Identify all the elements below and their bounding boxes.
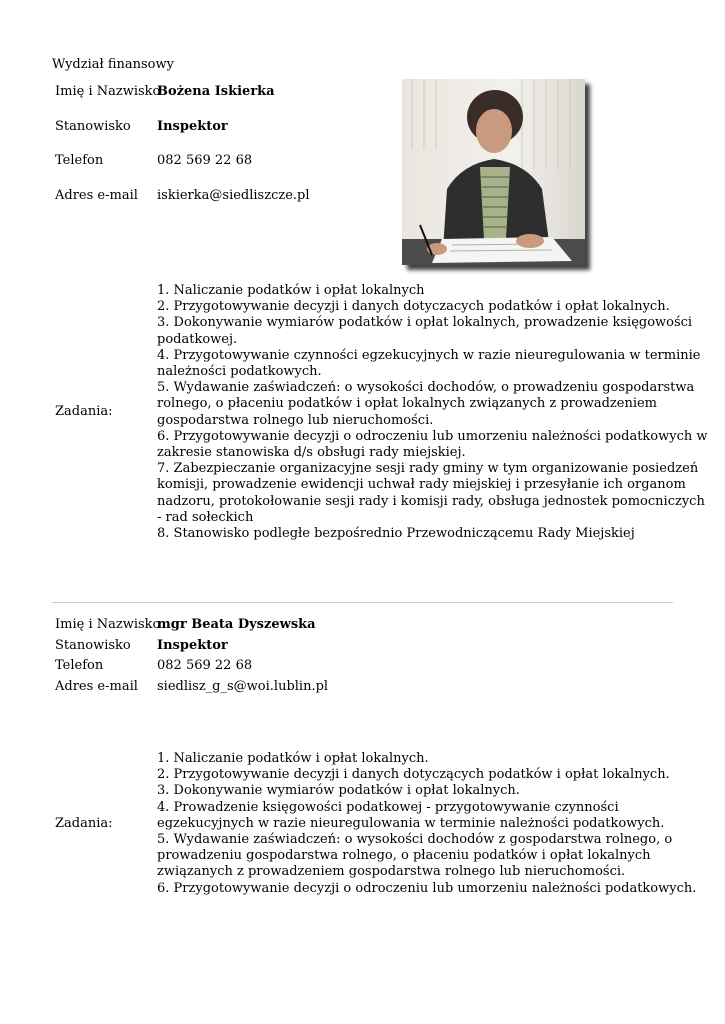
task-line: 3. Dokonywanie wymiarów podatków i opłat lokalnych. bbox=[157, 783, 520, 799]
tasks-label: Zadania: bbox=[55, 404, 113, 419]
task-line: komisji, prowadzenie ewidencji uchwał rady miejskiej i przesyłanie ich organom bbox=[157, 477, 686, 493]
task-line: 5. Wydawanie zaświadczeń: o wysokości dochodów z gospodarstwa rolnego, o bbox=[157, 832, 673, 848]
task-line: 5. Wydawanie zaświadczeń: o wysokości dochodów, o prowadzeniu gospodarstwa bbox=[157, 380, 695, 396]
task-line: 1. Naliczanie podatków i opłat lokalnych. bbox=[157, 751, 429, 766]
task-line: 2. Przygotowywanie decyzji i danych dotyczacych podatków i opłat lokalnych. bbox=[157, 299, 670, 315]
name-label: Imię i Nazwisko bbox=[55, 84, 161, 99]
section-divider bbox=[52, 602, 673, 603]
person2-phone: 082 569 22 68 bbox=[157, 658, 253, 673]
task-line: prowadzeniu gospodarstwa rolnego, o płaceniu podatków i opłat lokalnych bbox=[157, 848, 651, 864]
email-label: Adres e-mail bbox=[55, 188, 138, 203]
email-label: Adres e-mail bbox=[55, 679, 138, 694]
task-line: 6. Przygotowywanie decyzji o odroczeniu lub umorzeniu należności podatkowych w bbox=[157, 428, 708, 444]
task-line: 7. Zabezpieczanie organizacyjne sesji rady gminy w tym organizowanie posiedzeń bbox=[157, 461, 699, 477]
name-label: Imię i Nazwisko bbox=[55, 617, 161, 632]
phone-label: Telefon bbox=[55, 153, 104, 168]
task-line: 1. Naliczanie podatków i opłat lokalnych bbox=[157, 283, 425, 298]
person1-position: Inspektor bbox=[157, 119, 228, 134]
person1-photo bbox=[402, 79, 585, 265]
person2-position: Inspektor bbox=[157, 638, 228, 653]
portrait-image bbox=[402, 79, 585, 265]
task-line: egzekucyjnych w razie nieuregulowania w terminie należności podatkowych. bbox=[157, 815, 665, 831]
task-line: 4. Prowadzenie księgowości podatkowej - przygotowywanie czynności bbox=[157, 799, 619, 815]
task-line: 8. Stanowisko podległe bezpośrednio Przewodniczącemu Rady Miejskiej bbox=[157, 526, 635, 542]
phone-label: Telefon bbox=[55, 658, 104, 673]
task-line: podatkowej. bbox=[157, 331, 238, 347]
task-line: 2. Przygotowywanie decyzji i danych dotyczących podatków i opłat lokalnych. bbox=[157, 767, 670, 783]
person2-tasks bbox=[157, 751, 696, 897]
position-label: Stanowisko bbox=[55, 119, 131, 134]
person1-tasks bbox=[157, 283, 708, 542]
task-line: rolnego, o płaceniu podatków i opłat lokalnych związanych z prowadzeniem bbox=[157, 396, 657, 412]
tasks-label: Zadania: bbox=[55, 816, 113, 831]
task-line: zakresie stanowiska d/s obsługi rady miejskiej. bbox=[157, 445, 466, 461]
task-line: 3. Dokonywanie wymiarów podatków i opłat lokalnych, prowadzenie księgowości bbox=[157, 315, 693, 331]
task-line: - rad sołeckich bbox=[157, 509, 254, 525]
person1-name: Bożena Iskierka bbox=[157, 84, 275, 99]
person1-phone: 082 569 22 68 bbox=[157, 153, 253, 168]
person2-name: mgr Beata Dyszewska bbox=[157, 617, 316, 632]
task-line: 4. Przygotowywanie czynności egzekucyjnych w razie nieuregulowania w terminie bbox=[157, 347, 701, 363]
person1-email[interactable]: iskierka@siedliszcze.pl bbox=[157, 188, 310, 203]
task-line: nadzoru, protokołowanie sesji rady i komisji rady, obsługa jednostek pomocniczych bbox=[157, 493, 705, 509]
task-line: należności podatkowych. bbox=[157, 364, 322, 380]
task-line: związanych z prowadzeniem gospodarstwa rolnego lub nieruchomości. bbox=[157, 864, 626, 880]
position-label: Stanowisko bbox=[55, 638, 131, 653]
task-line: 6. Przygotowywanie decyzji o odroczeniu lub umorzeniu należności podatkowych. bbox=[157, 880, 697, 896]
task-line: gospodarstwa rolnego lub nieruchomości. bbox=[157, 412, 434, 428]
person2-email[interactable]: siedlisz_g_s@woi.lublin.pl bbox=[157, 679, 329, 694]
department-title: Wydział finansowy bbox=[52, 57, 174, 72]
